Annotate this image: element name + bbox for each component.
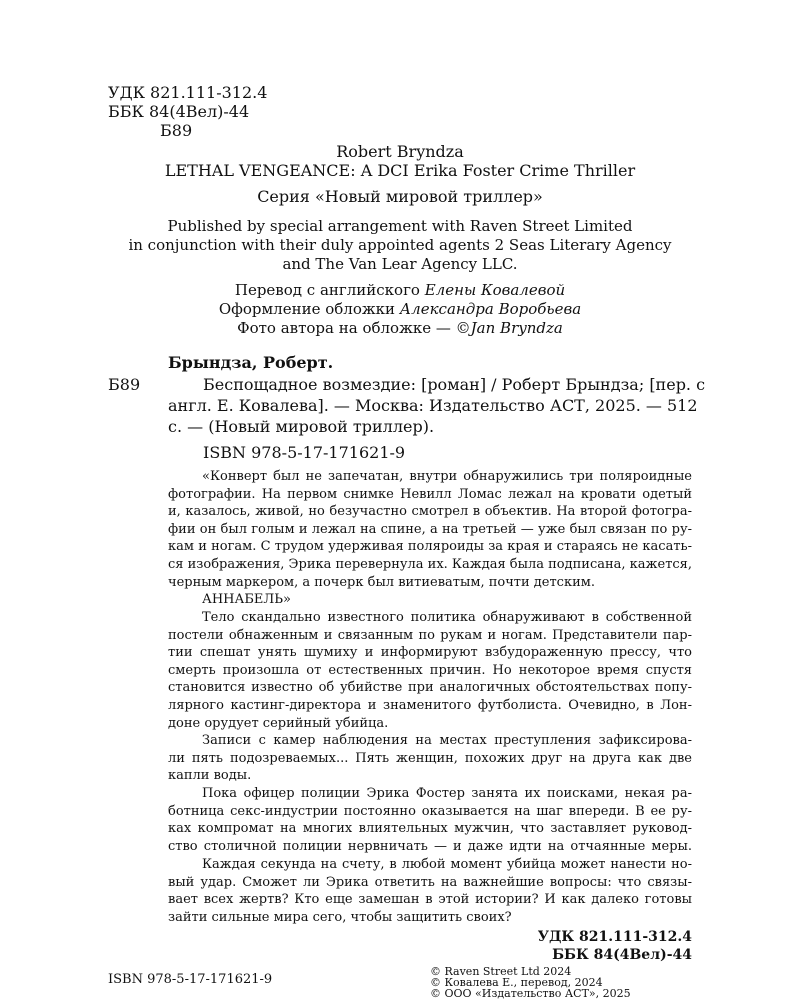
paragraph-line: ли пять подозреваемых... Пять женщин, похожих друг на друга как две	[168, 750, 692, 766]
quote-line: «Конверт был не запечатан, внутри обнаружились три поляроидные	[202, 469, 692, 484]
annotation-paragraph-4	[168, 856, 692, 926]
bbk-header: ББК 84(4Вел)-44	[108, 102, 250, 121]
annotation-paragraph-3	[168, 785, 692, 855]
cover-credit: Оформление обложки Александра Воробьева	[218, 300, 582, 318]
annotation-udk: УДК 821.111-312.4	[537, 929, 692, 945]
series-name: Серия «Новый мировой триллер»	[257, 187, 543, 206]
paragraph-line: ках компромат на многих влиятельных мужчин, что заставляет руковод-	[168, 821, 692, 837]
catalog-code: Б89	[108, 375, 141, 394]
quote-line: и, казалось, живой, но безучастно смотрел в объектив. На второй фотогра-	[168, 504, 692, 520]
copyright-line: © ООО «Издательство АСТ», 2025	[430, 987, 631, 1000]
translation-credit: Перевод с английского Елены Ковалевой	[234, 281, 566, 299]
paragraph-line: вает всех жертв? Кто еще замешан в этой истории? И как далеко готовы	[168, 892, 692, 908]
paragraph-line: Пока офицер полиции Эрика Фостер занята их поисками, некая ра-	[202, 786, 692, 801]
catalog-description-line: Беспощадное возмездие: [роман] / Роберт Брындза; [пер. с	[203, 375, 706, 394]
paragraph-line: Тело скандально известного политика обнаруживают в собственной	[202, 610, 692, 625]
paragraph-line: капли воды.	[168, 768, 252, 784]
catalog-author-heading: Брындза, Роберт.	[168, 353, 334, 372]
footer-isbn: ISBN 978-5-17-171621-9	[108, 972, 273, 987]
annotation-paragraph-2	[168, 732, 692, 785]
paragraph-line: Каждая секунда на счету, в любой момент убийца может нанести но-	[202, 857, 692, 872]
quote-line: фии он был голым и лежал на спине, а на третьей — уже был связан по ру-	[168, 521, 692, 537]
author-code-header: Б89	[160, 121, 193, 140]
paragraph-line: тии спешат унять шумиху и информируют взбудораженную прессу, что	[168, 645, 692, 661]
original-author: Robert Bryndza	[336, 142, 464, 161]
arrangement-line: in conjunction with their duly appointed agents 2 Seas Literary Agency	[128, 236, 672, 254]
copyright-line: © Ковалева Е., перевод, 2024	[430, 976, 603, 989]
copyright-line: © Raven Street Ltd 2024	[430, 965, 572, 978]
quote-line: кам и ногам. С трудом удерживая поляроиды за края и стараясь не касать-	[168, 539, 692, 555]
original-title: LETHAL VENGEANCE: A DCI Erika Foster Crime Thriller	[164, 161, 636, 180]
photo-credit: Фото автора на обложке — ©Jan Bryndza	[237, 319, 563, 337]
paragraph-line: смерть произошла от естественных причин. Но некоторое время спустя	[168, 662, 692, 678]
udk-header: УДК 821.111-312.4	[108, 83, 268, 102]
paragraph-line: постели обнаженным и связанным по рукам и ногам. Представители пар-	[168, 627, 692, 643]
quote-line: черным маркером, а почерк был витиеватым, почти детским.	[168, 574, 595, 590]
paragraph-line: ботница секс-индустрии постоянно оказывается на шаг впереди. В ее ру-	[168, 803, 692, 819]
footer-copyrights	[430, 966, 631, 999]
paragraph-line: доне орудует серийный убийца.	[168, 715, 389, 731]
catalog-description-line: с. — (Новый мировой триллер).	[168, 417, 435, 436]
paragraph-line: ство столичной полиции нервничать — и даже идти на отчаянные меры.	[168, 838, 692, 854]
paragraph-line: зайти сильные мира сего, чтобы защитить своих?	[168, 909, 512, 925]
annotation-paragraph-1	[168, 609, 692, 732]
annotation-bbk: ББК 84(4Вел)-44	[552, 947, 692, 963]
catalog-description-line: англ. Е. Ковалева]. — Москва: Издательство АСТ, 2025. — 512	[168, 396, 698, 415]
paragraph-line: становится известно об убийстве при аналогичных обстоятельствах попу-	[168, 680, 692, 696]
paragraph-line: вый удар. Сможет ли Эрика ответить на важнейшие вопросы: что связы-	[168, 874, 692, 890]
quote-signature: АННАБЕЛЬ»	[202, 592, 291, 608]
catalog-isbn: ISBN 978-5-17-171621-9	[203, 443, 406, 462]
arrangement-line: Published by special arrangement with Raven Street Limited	[167, 217, 633, 235]
paragraph-line: Записи с камер наблюдения на местах преступления зафиксирова-	[202, 733, 692, 748]
quote-line: ся изображения, Эрика перевернула их. Каждая была подписана, кажется,	[168, 556, 692, 572]
quote-line: фотографии. На первом снимке Невилл Ломас лежал на кровати одетый	[168, 486, 692, 502]
arrangement-line: and The Van Lear Agency LLC.	[282, 255, 518, 273]
paragraph-line: лярного кастинг-директора и знаменитого футболиста. Очевидно, в Лон-	[168, 697, 692, 713]
annotation-quote	[168, 468, 692, 609]
